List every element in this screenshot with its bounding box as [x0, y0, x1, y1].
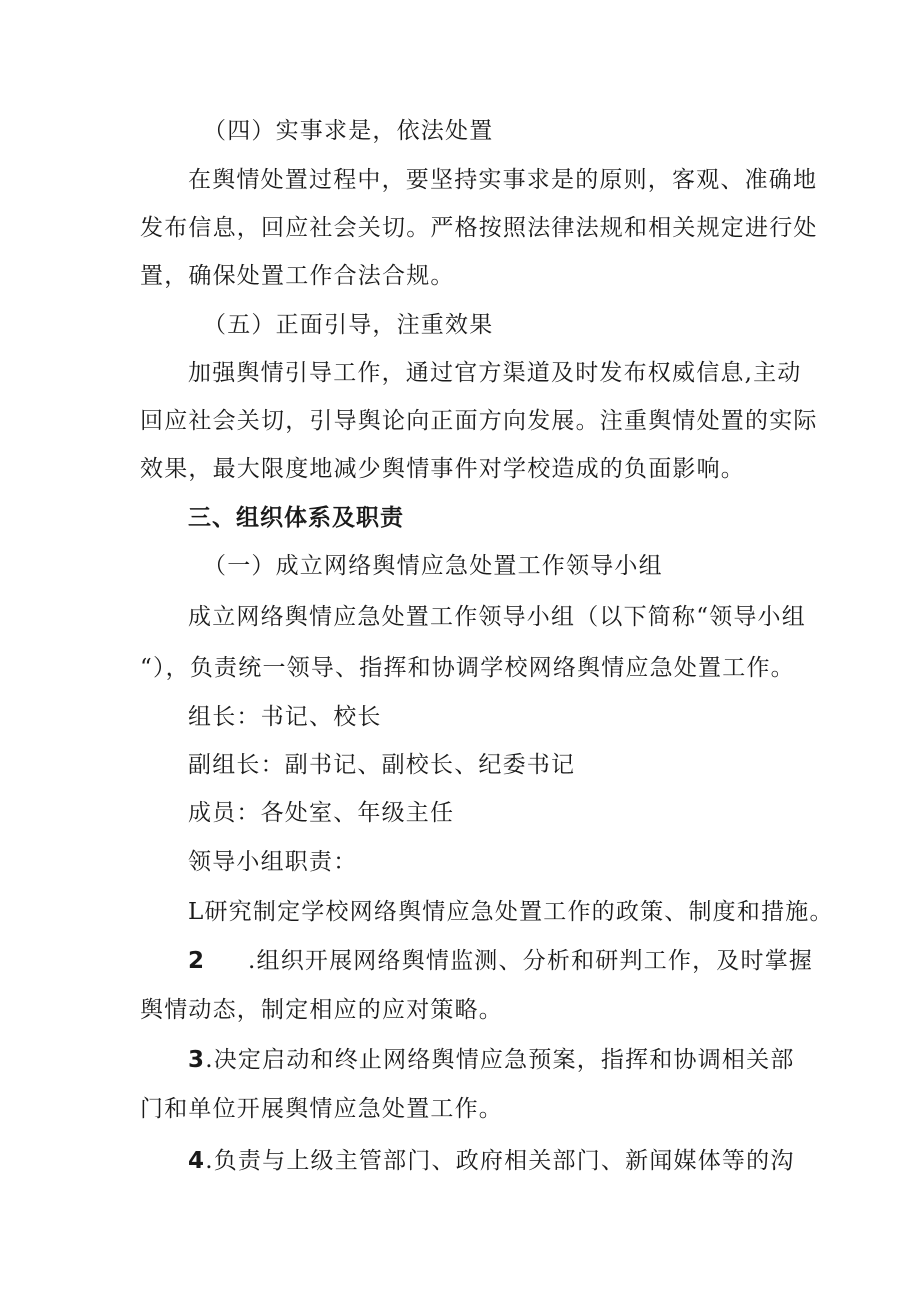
duty-item-number: 2: [188, 948, 206, 974]
paragraph-line: 门和单位开展舆情应急处置工作。: [140, 1096, 503, 1122]
paragraph-line: 发布信息，回应社会关切。严格按照法律法规和相关规定进行处: [140, 215, 818, 241]
duty-item-text: .组织开展网络舆情监测、分析和研判工作，及时掌握: [248, 948, 814, 974]
duty-item-4: [188, 1146, 838, 1176]
duty-item-text: .决定启动和终止网络舆情应急预案，指挥和协调相关部: [205, 1047, 795, 1073]
duty-item-3: [188, 1045, 838, 1075]
paragraph-line: 成立网络舆情应急处置工作领导小组（以下简称“领导小组: [188, 604, 806, 630]
deputy-leader-line: 副组长：副书记、副校长、纪委书记: [188, 752, 576, 778]
paragraph-line: 回应社会关切，引导舆论向正面方向发展。注重舆情处置的实际: [140, 408, 818, 434]
duty-item-number: 3: [188, 1047, 206, 1073]
paragraph-line: 在舆情处置过程中，要坚持实事求是的原则，客观、准确地: [188, 167, 818, 193]
paragraph-line: 置，确保处置工作合法合规。: [140, 263, 455, 289]
leader-line: 组长：书记、校长: [188, 704, 382, 730]
paragraph-line: 效果，最大限度地减少舆情事件对学校造成的负面影响。: [140, 456, 745, 482]
duty-item-text: .负责与上级主管部门、政府相关部门、新闻媒体等的沟: [205, 1148, 795, 1174]
section-heading-5: （五）正面引导，注重效果: [203, 312, 494, 338]
duty-item-1: L研究制定学校网络舆情应急处置工作的政策、制度和措施。: [188, 899, 834, 925]
section-heading-4: （四）实事求是，依法处置: [203, 118, 494, 144]
paragraph-line: “），负责统一领导、指挥和协调学校网络舆情应急处置工作。: [140, 655, 795, 681]
subsection-heading-1: （一）成立网络舆情应急处置工作领导小组: [203, 553, 663, 579]
paragraph-line: 舆情动态，制定相应的应对策略。: [140, 997, 503, 1023]
duty-item-2: [188, 946, 838, 976]
paragraph-line: 加强舆情引导工作，通过官方渠道及时发布权威信息,主动: [188, 360, 802, 386]
duty-item-number: 4: [188, 1148, 206, 1174]
chapter-heading: 三、组织体系及职责: [188, 505, 404, 531]
members-line: 成员：各处室、年级主任: [188, 800, 455, 826]
duties-label: 领导小组职责：: [188, 849, 358, 875]
